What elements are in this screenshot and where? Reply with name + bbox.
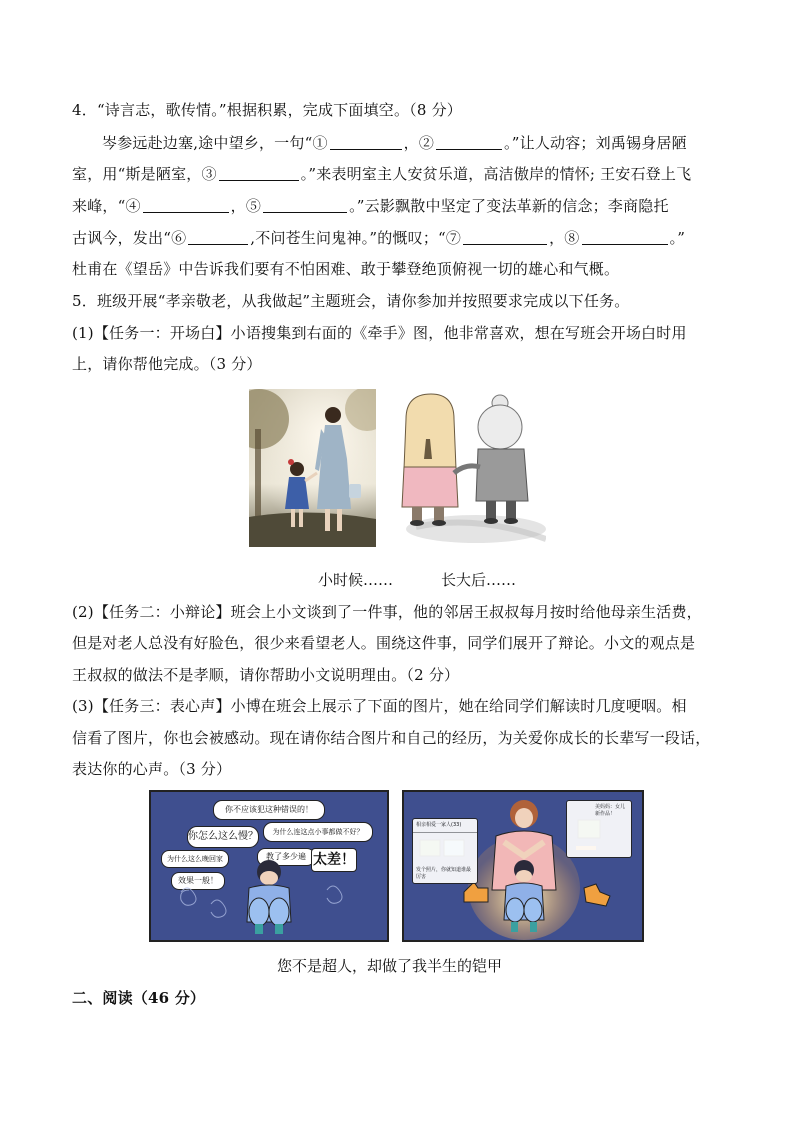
comic-panel-left — [149, 790, 389, 942]
q4-title: 4．“诗言志，歌传情。”根据积累，完成下面填空。（8 分） — [72, 101, 462, 119]
section-2-title: 二、阅读（46 分） — [72, 989, 206, 1007]
q4-line-2: 室，用“斯是陋室，③ 。”来表明室主人安贫乐道，高洁傲岸的情怀; 王安石登上飞 — [72, 165, 692, 183]
task2-line-1: (2)【任务二：小辩论】班会上小文谈到了一件事，他的邻居王叔叔每月按时给他母亲生活费， — [72, 603, 702, 621]
bubble-3: 为什么连这点小事都做不好？ — [263, 822, 373, 842]
blank-8[interactable] — [582, 229, 668, 245]
blank-1[interactable] — [330, 134, 402, 150]
chat-window — [412, 818, 478, 884]
bubble-7: 效果一般！ — [171, 872, 225, 890]
childhood-photo — [249, 389, 376, 547]
blank-2[interactable] — [436, 134, 502, 150]
phone-window — [566, 800, 632, 858]
comic-caption: 您不是超人，却做了我半生的铠甲 — [277, 957, 503, 975]
blank-3[interactable] — [219, 165, 299, 181]
bubble-1: 你不应该犯这种错误的！ — [213, 800, 325, 820]
comic-panel-right — [402, 790, 644, 942]
q4-line-4: 古讽今，发出“⑥ ,不问苍生问鬼神。”的慨叹；“⑦ ，⑧ 。” — [72, 229, 686, 247]
bubble-6: 太差！ — [311, 848, 357, 872]
bubble-2: 你怎么这么慢？ — [187, 826, 259, 848]
caption-grownup: 长大后…… — [441, 571, 517, 589]
grownup-illustration — [396, 389, 546, 551]
q5-title: 5．班级开展“孝亲敬老，从我做起”主题班会，请你参加并按照要求完成以下任务。 — [72, 292, 630, 310]
grownup-illustration-box — [396, 389, 546, 551]
chat-title: 相亲相爱一家人(33) — [413, 819, 477, 833]
task2-line-3: 王叔叔的做法不是孝顺，请你帮助小文说明理由。（2 分） — [72, 666, 460, 684]
chat-note: 发个照片，你就知道谁最厉害 — [416, 867, 472, 880]
task3-line-2: 信看了图片，你也会被感动。现在请你结合图片和自己的经历，为关爱你成长的长辈写一段话， — [72, 729, 711, 747]
blank-5[interactable] — [263, 197, 347, 213]
blank-7[interactable] — [463, 229, 547, 245]
blank-4[interactable] — [143, 197, 229, 213]
task1-line-2: 上，请你帮他完成。（3 分） — [72, 355, 262, 373]
blank-6[interactable] — [188, 229, 248, 245]
task3-line-1: (3)【任务三：表心声】小博在班会上展示了下面的图片，她在给同学们解读时几度哽咽。相 — [72, 697, 687, 715]
task2-line-2: 但是对老人总没有好脸色，很少来看望老人。围绕这件事，同学们展开了辩论。小文的观点是 — [72, 634, 696, 652]
phone-text: 美妈妈：女儿新作品！ — [595, 804, 626, 817]
q4-line-1: 岑参远赴边塞,途中望乡，一句“① ，② 。”让人动容；刘禹锡身居陋 — [102, 134, 687, 152]
q4-line-3: 来峰，“④ ，⑤ 。”云影飘散中坚定了变法革新的信念；李商隐托 — [72, 197, 669, 215]
bubble-4: 为什么这么晚回家 — [161, 850, 229, 868]
caption-childhood: 小时候…… — [318, 571, 394, 589]
sad-girl-illustration — [151, 792, 387, 940]
q4-line-5: 杜甫在《望岳》中告诉我们要有不怕困难、敢于攀登绝顶俯视一切的雄心和气概。 — [72, 260, 620, 278]
childhood-illustration — [249, 389, 376, 547]
task1-line-1: (1)【任务一：开场白】小语搜集到右面的《牵手》图，他非常喜欢，想在写班会开场白时用 — [72, 324, 687, 342]
task3-line-3: 表达你的心声。（3 分） — [72, 760, 232, 778]
bubble-5: 教了多少遍 — [257, 848, 315, 866]
